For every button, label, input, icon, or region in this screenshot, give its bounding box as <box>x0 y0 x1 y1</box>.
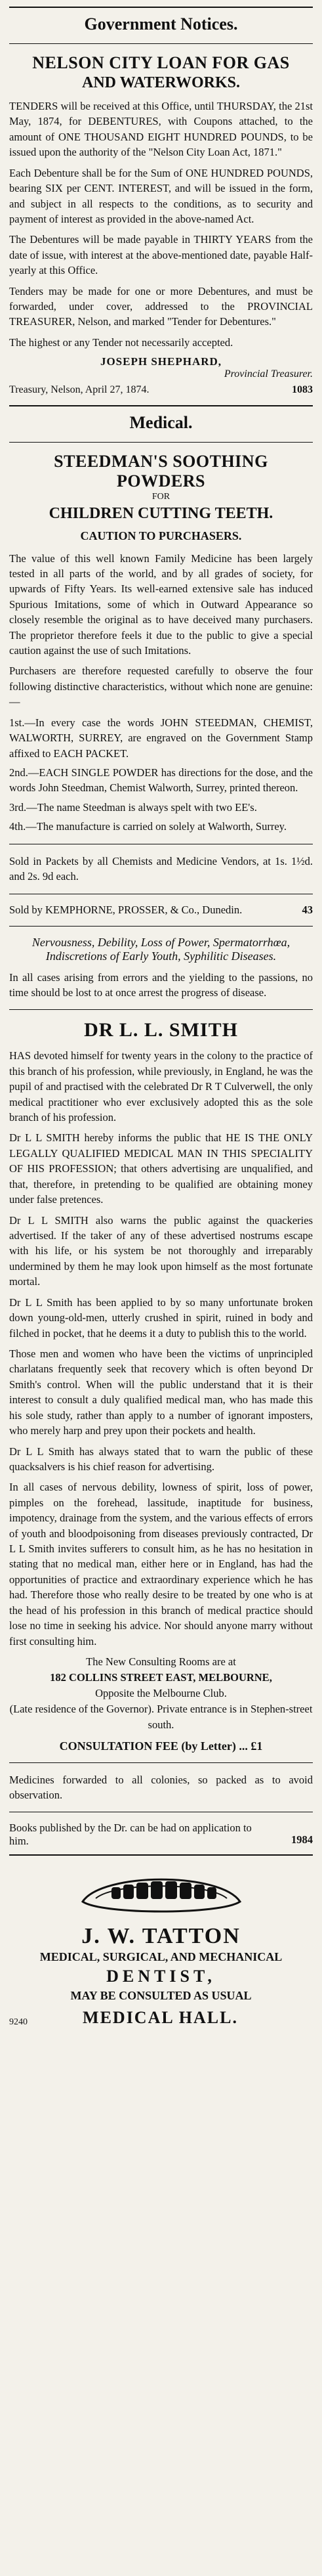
gov-header: Government Notices. <box>84 14 238 33</box>
dentures-icon <box>76 1862 247 1920</box>
gov-para2: Each Debenture shall be for the Sum of ONE HUNDRED POUNDS, bearing SIX per CENT. INTEREST, and will be issued in the form, and subject in all respects to the conditions, as to security and payment of interest as provided in the above-named Act. <box>9 166 313 225</box>
smith-books-line: Books published by the Dr. can be had on application to him. <box>9 1822 252 1848</box>
gov-title-line2: AND WATERWORKS. <box>82 74 240 91</box>
smith-cases-para: In all cases arising from errors and the yielding to the passions, no time should be lost to at once arrest the progress of disease. <box>9 971 313 999</box>
smith-doctor-heading: DR L. L. SMITH <box>84 1019 238 1041</box>
smith-para2: Dr L L SMITH hereby informs the public that HE IS THE ONLY LEGALLY QUALIFIED MEDICAL MAN IN THIS SPECIALITY OF HIS PROFESSION; that others advertising are unqualified, and that, therefore, in pretending to be qualified are obtaining money under false pretences. <box>9 1131 313 1206</box>
gov-para3: The Debentures will be made payable in THIRTY YEARS from the date of issue, with interest at the above-mentioned date, payable Half-yearly at this Office. <box>9 233 313 277</box>
smith-rooms-line4: (Late residence of the Governor). Private entrance is in Stephen-street south. <box>9 1702 313 1731</box>
smith-para7: In all cases of nervous debility, lowness of spirit, loss of power, pimples on the forehead, lassitude, inaptitude for business, impotency, drainage from the system, and the various effects of errors of youth and bloodpoisoning from diseases previously contracted, Dr L L Smith invites sufferers to consult him, as he has no hesitation in stating that no medical man, either here or in England, has had the opportunities of practice and extraordinary experience which he has had. Therefore those who really desire to be treated by one who is at the head of his profession in this branch of medical practice should lose no time in seeking his advice. Nor should anyone marry without first consulting him. <box>9 1481 313 1648</box>
steedman-item2: 2nd.—EACH SINGLE POWDER has directions for the dose, and the words John Steedman, Chemist Walworth, Surrey, printed thereon. <box>9 766 313 795</box>
top-rule <box>9 7 313 8</box>
tatton-sub2: MAY BE CONSULTED AS USUAL <box>70 1989 252 2003</box>
medical-header-rule <box>9 442 313 443</box>
tatton-advert <box>9 1862 313 2028</box>
steedman-item3: 3rd.—The name Steedman is always spelt with two EE's. <box>9 800 257 814</box>
smith-top-rule <box>9 926 313 927</box>
smith-consult-fee: CONSULTATION FEE (by Letter) ... £1 <box>59 1739 263 1753</box>
steedman-para2: Purchasers are therefore requested carefully to observe the four following distinctive characteristics, without which none are genuine:— <box>9 665 313 709</box>
smith-medicines-line: Medicines forwarded to all colonies, so packed as to avoid observation. <box>9 1773 313 1802</box>
steedman-para1: The value of this well known Family Medicine has been largely tested in all parts of the world, and by all grades of society, for upwards of Fifty Years. Its well-earned extensive sale has induced Spurious Imitations, some of which in Outward Appearance so closely resemble the original as to have deceived many purchasers. The proprietor therefore feels it due to the public to give a special caution against the use of such Imitations. <box>9 552 313 657</box>
steedman-sold-ref: 43 <box>302 903 313 916</box>
gov-para1: TENDERS will be received at this Office, until THURSDAY, the 21st May, 1874, for DEBENTURES, with Coupons attached, to the amount of ONE THOUSAND EIGHT HUNDRED POUNDS, to be issued upon the authority of the "Nelson City Loan Act, 1871." <box>9 100 313 159</box>
medical-top-rule <box>9 405 313 406</box>
smith-nervous-lines: Nervousness, Debility, Loss of Power, Spermatorrhœa, Indiscretions of Early Youth, Syphilitic Diseases. <box>31 935 291 963</box>
steedman-for: FOR <box>151 492 171 502</box>
smith-rooms-line2: 182 COLLINS STREET EAST, MELBOURNE, <box>50 1670 272 1684</box>
steedman-title-line2: CHILDREN CUTTING TEETH. <box>49 504 273 522</box>
gov-para5: The highest or any Tender not necessarily accepted. <box>9 336 233 349</box>
smith-para4: Dr L L Smith has been applied to by so many unfortunate broken down young-old-men, utterly crushed in spirit, ruined in body and filched in pocket, that he deems it a duty to publish this to the world. <box>9 1296 313 1340</box>
gov-title-line1: NELSON CITY LOAN FOR GAS <box>32 53 290 72</box>
smith-para5: Those men and women who have been the victims of unprincipled charlatans frequently seek that recovery which is often beyond Dr Smith's control. When will the public understand that it is their interest to consult a duly qualified medical man, who has made this his sole study, rather than apply to a number of ignorant imposters, who merely harp and prey upon their pockets and health. <box>9 1347 313 1437</box>
smith-para6: Dr L L Smith has always stated that to warn the public of these quacksalvers is his chief reason for advertising. <box>9 1445 313 1473</box>
smith-medicines-rule <box>9 1762 313 1763</box>
newspaper-page <box>0 7 322 2576</box>
steedman-caution-heading: CAUTION TO PURCHASERS. <box>80 529 242 542</box>
steedman-title-line1: STEEDMAN'S SOOTHING POWDERS <box>54 452 268 491</box>
medical-header: Medical. <box>129 413 193 433</box>
tatton-top-rule <box>9 1854 313 1856</box>
tatton-hall: MEDICAL HALL. <box>83 2008 238 2028</box>
smith-heading-rule <box>9 1009 313 1010</box>
steedman-sold-by: Sold by KEMPHORNE, PROSSER, & Co., Dunedin. <box>9 903 243 916</box>
steedman-characteristics-list <box>9 715 313 835</box>
tatton-name: J. W. TATTON <box>81 1924 241 1949</box>
smith-rooms-line3: Opposite the Melbourne Club. <box>95 1686 227 1699</box>
smith-books-ref: 1984 <box>291 1833 313 1846</box>
gov-date-line: Treasury, Nelson, April 27, 1874. <box>9 384 150 396</box>
smith-para3: Dr L L SMITH also warns the public against the quackeries advertised. If the taker of any of these advertised nostrums escape with his life, or his system be not thoroughly and irreparably undermined by them he may look upon himself as the most fortunate mortal. <box>9 1213 313 1288</box>
smith-para1: HAS devoted himself for twenty years in the colony to the practice of this branch of his profession, while previously, in England, he was the pupil of and practised with the celebrated Dr R T Culverwell, the only medical practitioner who ever exclusively adopted this as the sole branch of his profession. <box>9 1049 313 1124</box>
smith-rooms-line1: The New Consulting Rooms are at <box>86 1655 236 1668</box>
steedman-item1: 1st.—In every case the words JOHN STEEDMAN, CHEMIST, WALWORTH, SURREY, are engraved on the Government Stamp affixed to EACH PACKET. <box>9 716 313 760</box>
gov-signature-title: Provincial Treasurer. <box>224 368 313 380</box>
gov-header-rule <box>9 43 313 44</box>
steedman-sold-line: Sold in Packets by all Chemists and Medicine Vendors, at 1s. 1½d. and 2s. 9d each. <box>9 854 313 883</box>
tatton-dentist: DENTIST, <box>106 1967 216 1986</box>
gov-para4: Tenders may be made for one or more Debentures, and must be forwarded, under cover, addressed to the PROVINCIAL TREASURER, Nelson, and marked "Tender for Debentures." <box>9 284 313 328</box>
gov-signature-name: JOSEPH SHEPHARD, <box>100 355 222 368</box>
tatton-ref: 9240 <box>9 2017 28 2028</box>
gov-ref-number: 1083 <box>292 384 313 396</box>
steedman-item4: 4th.—The manufacture is carried on solely at Walworth, Surrey. <box>9 820 287 833</box>
tatton-sub1: MEDICAL, SURGICAL, AND MECHANICAL <box>39 1950 283 1964</box>
